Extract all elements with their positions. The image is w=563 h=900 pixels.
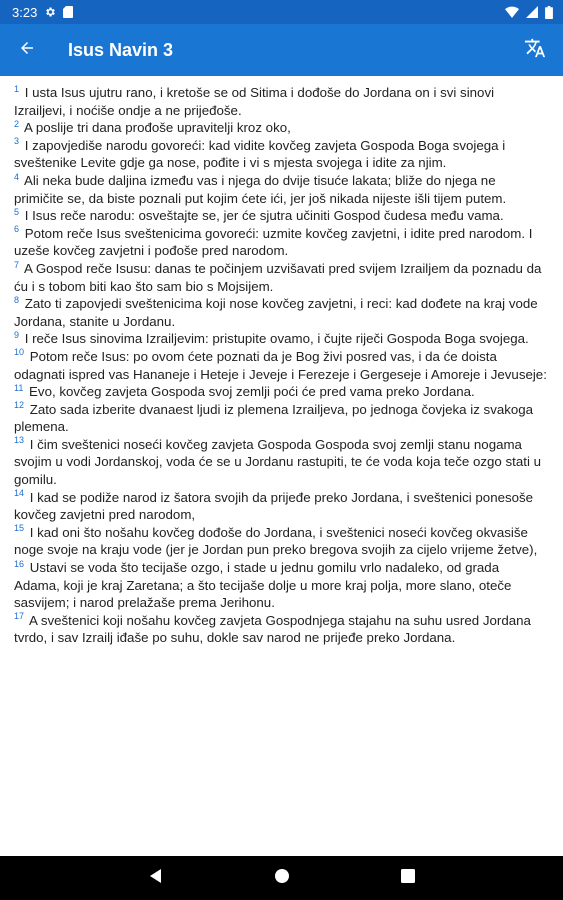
- verse-number: 3: [14, 136, 20, 147]
- verse-text: I zapovjediše narodu govoreći: kad vidite kovčeg zavjeta Gospoda Boga svojega i sveštenike Levite gdje ga nose, pođite i vi s mjesta svojega i idite za njim.: [14, 137, 506, 171]
- status-time: 3:23: [12, 4, 38, 20]
- verse-number: 7: [14, 259, 20, 270]
- page-title: Isus Navin 3: [68, 39, 174, 60]
- verse[interactable]: [14, 612, 547, 647]
- verse[interactable]: [14, 225, 547, 260]
- arrow-back-icon: [18, 39, 36, 62]
- nav-recents-button[interactable]: [393, 863, 423, 893]
- verse[interactable]: [14, 207, 547, 225]
- verse-text: A poslije tri dana prođoše upravitelji kroz oko,: [23, 120, 291, 136]
- verse[interactable]: [14, 137, 547, 172]
- verse[interactable]: [14, 401, 547, 436]
- nav-home-button[interactable]: [267, 863, 297, 893]
- verse[interactable]: [14, 383, 547, 401]
- verse-text: Potom reče Isus sveštenicima govoreći: uzmite kovčeg zavjetni, i idite pred narodom. I uzeše kovčeg zavjetni i pođoše pred narodom.: [14, 225, 533, 259]
- verse-number: 2: [14, 118, 20, 129]
- chapter-text: [0, 76, 563, 856]
- verse-number: 14: [14, 488, 25, 499]
- verse-text: Zato sada izberite dvanaest ljudi iz plemena Izrailjeva, po jednoga čovjeka iz svakoga plemena.: [14, 401, 534, 435]
- translate-icon: [524, 37, 546, 64]
- verse-text: Zato ti zapovjedi sveštenicima koji nose kovčeg zavjetni, i reci: kad dođete na kraj vode Jordana, stanite u Jordanu.: [14, 296, 538, 329]
- verse-number: 6: [14, 224, 20, 235]
- verse-number: 15: [14, 523, 25, 534]
- verse-text: Ali neka bude daljina između vas i njega do dvije tisuće lakata; bliže do njega ne primičite se, da biste poznali put kojim ćete ići, jer još nikada nijeste išli tijem putem.: [14, 172, 507, 206]
- nav-back-button[interactable]: [141, 863, 171, 893]
- verse-text: Ustavi se voda što tecijaše ozgo, i stade u jednu gomilu vrlo nadaleko, od grada Adama, koji je kraj Zaretana; a što tecijaše dolje u more kraj polja, more slano, oteče sasvijem; i narod prelažaše prema Jerihonu.: [14, 560, 512, 611]
- verse[interactable]: [14, 524, 547, 559]
- verse[interactable]: [14, 84, 547, 119]
- verse[interactable]: [14, 295, 547, 330]
- home-circle-icon: [274, 868, 290, 889]
- verse-number: 10: [14, 347, 25, 358]
- verse[interactable]: [14, 119, 547, 137]
- verse[interactable]: [14, 348, 547, 383]
- battery-icon: [545, 6, 553, 19]
- app-bar: [0, 24, 563, 76]
- verse-text: I kad se podiže narod iz šatora svojih da prijeđe preko Jordana, i sveštenici ponesoše kovčeg zavjetni pred narodom,: [14, 489, 534, 523]
- verse-number: 11: [14, 382, 24, 393]
- back-button[interactable]: [0, 24, 54, 76]
- back-triangle-icon: [148, 868, 164, 889]
- verse-number: 4: [14, 171, 20, 182]
- verse-text: Evo, kovčeg zavjeta Gospoda svoj zemlji poći će pred vama preko Jordana.: [29, 384, 475, 400]
- verse[interactable]: [14, 489, 547, 524]
- verse-number: 12: [14, 400, 25, 411]
- gear-icon: [44, 6, 56, 18]
- sd-card-icon: [63, 6, 73, 18]
- signal-icon: [526, 6, 538, 18]
- verse-number: 5: [14, 206, 20, 217]
- verse-number: 9: [14, 329, 20, 340]
- verse[interactable]: [14, 172, 547, 207]
- status-bar: [0, 0, 563, 24]
- verse-text: I čim sveštenici noseći kovčeg zavjeta Gospoda Gospoda svoj zemlji stanu nogama svojim u vodi Jordanskoj, voda će se u Jordanu rastupiti, te će voda koja teče ozgo stati u gomilu.: [14, 436, 541, 488]
- wifi-icon: [505, 6, 519, 18]
- verse-text: I reče Isus sinovima Izrailjevim: pristupite ovamo, i čujte riječi Gospoda Boga svojega.: [24, 331, 529, 347]
- verse-number: 16: [14, 558, 25, 569]
- verse-text: I usta Isus ujutru rano, i kretoše se od Sitima i dođoše do Jordana on i svi sinovi Izrailjevi, i noćiše ondje a ne prijeđoše.: [14, 85, 495, 118]
- verse-text: I kad oni što nošahu kovčeg dođoše do Jordana, i sveštenici noseći kovčeg okvasiše noge svoje na kraju vode (jer je Jordan pun preko bregova svojih za cijelo vrijeme žetve),: [14, 524, 538, 558]
- verse[interactable]: [14, 330, 547, 348]
- status-left: [12, 5, 73, 20]
- verse-number: 17: [14, 611, 25, 622]
- verse-text: Potom reče Isus: po ovom ćete poznati da je Bog živi posred vas, i da će doista odagnati ispred vas Hananeje i Heteje i Jeveje i Ferezeje i Gergeseje i Amoreje i Jevuseje:: [14, 348, 547, 382]
- verse[interactable]: [14, 436, 547, 489]
- verse-number: 1: [14, 83, 20, 94]
- verse-text: I Isus reče narodu: osveštajte se, jer će sjutra učiniti Gospod čudesa među vama.: [24, 208, 504, 224]
- verse[interactable]: [14, 260, 547, 295]
- status-right: [505, 6, 553, 19]
- verse[interactable]: [14, 559, 547, 612]
- verse-text: A Gospod reče Isusu: danas te počinjem uzvišavati pred svijem Izrailjem da poznadu da ću i s tobom biti kao što sam bio s Mojsijem.: [14, 260, 542, 294]
- verse-number: 13: [14, 435, 25, 446]
- verse-number: 8: [14, 294, 20, 305]
- navigation-bar: [0, 856, 563, 900]
- recents-square-icon: [401, 869, 415, 888]
- translate-button[interactable]: [507, 24, 563, 76]
- verse-text: A sveštenici koji nošahu kovčeg zavjeta Gospodnjega stajahu na suhu usred Jordana tvrdo, i sav Izrailj iđaše po suhu, dokle sav narod ne prijeđe preko Jordana.: [14, 612, 531, 646]
